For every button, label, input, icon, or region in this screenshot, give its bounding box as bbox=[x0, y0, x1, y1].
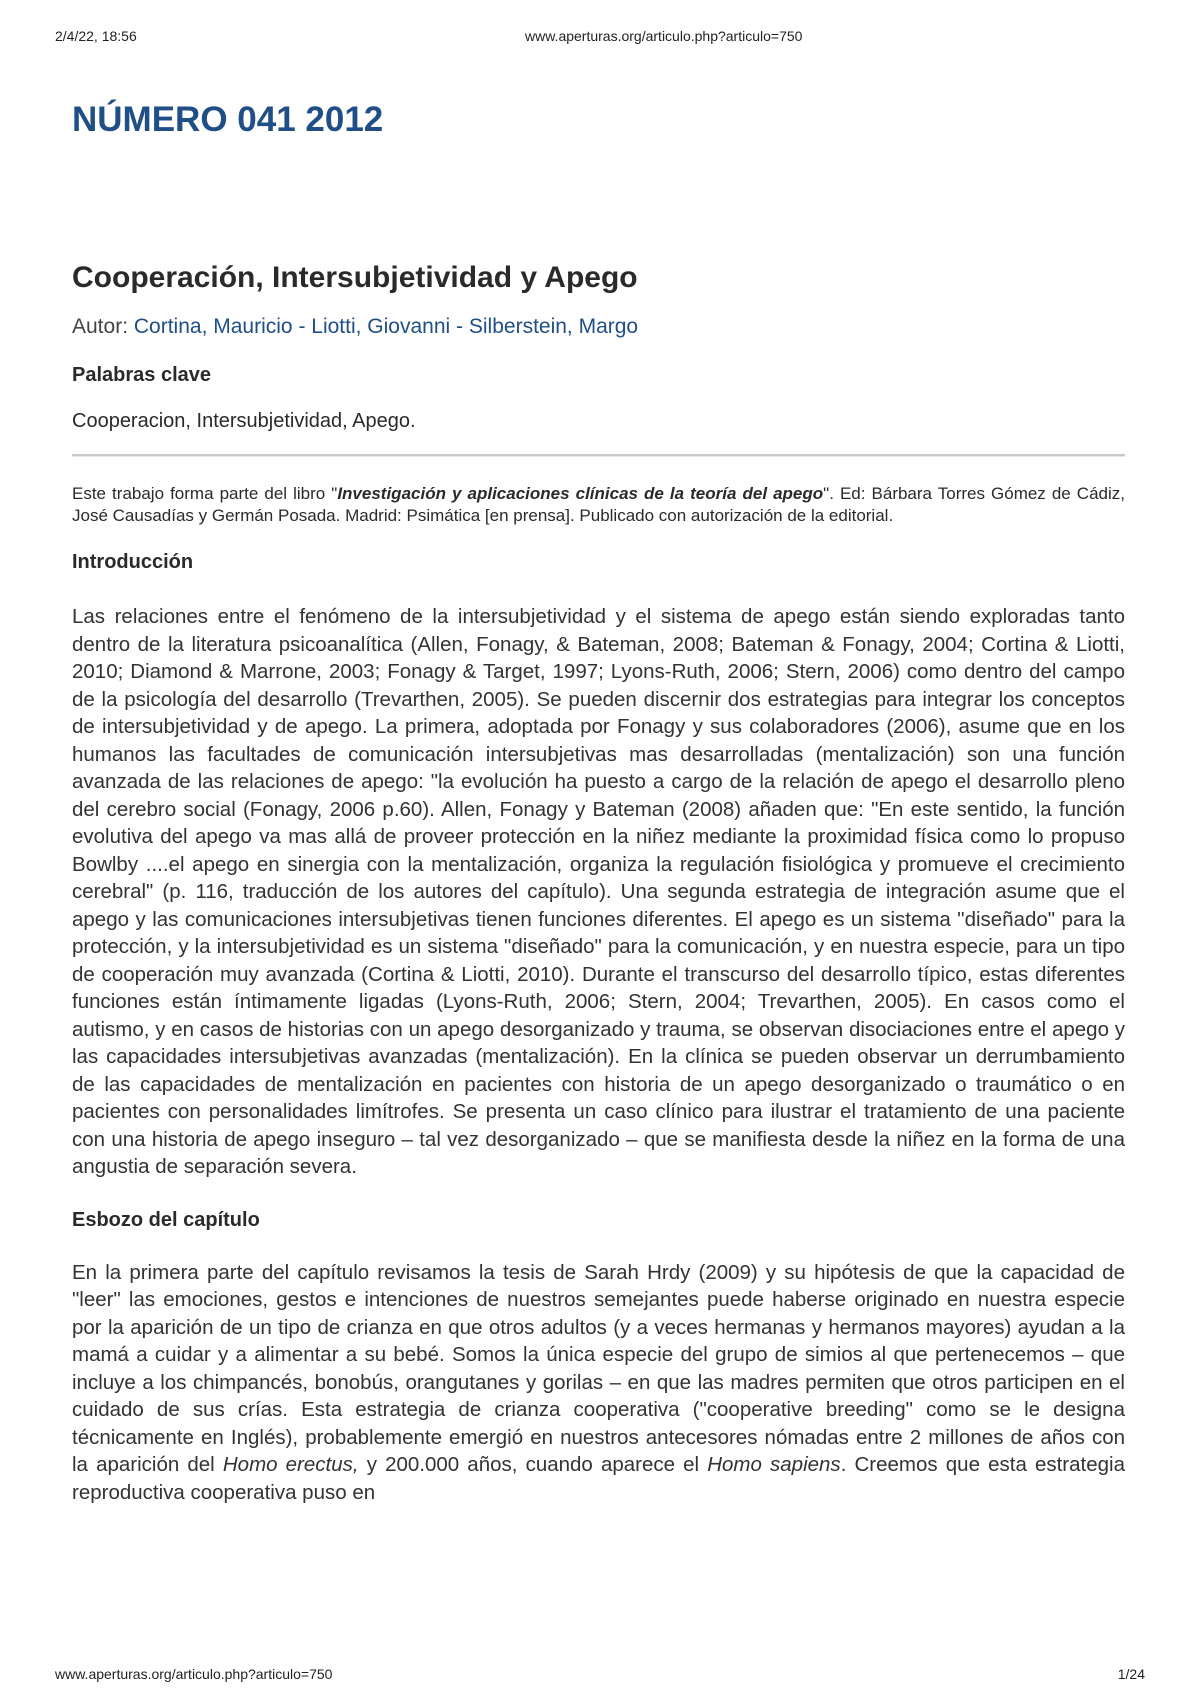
author-link-cortina[interactable]: Cortina, Mauricio bbox=[133, 315, 293, 338]
paragraph-introduccion: Las relaciones entre el fenómeno de la intersubjetividad y el sistema de apego están siendo exploradas tanto dentro de la literatura psicoanalítica (Allen, Fonagy, & Bateman, 2008; Bateman & Fonagy, 2004; Cortina & Liotti, 2010; Diamond & Marrone, 2003; Fonagy & Target, 1997; Lyons-Ruth, 2006; Stern, 2006) como dentro del campo de la psicología del desarrollo (Trevarthen, 2005). Se pueden discernir dos estrategias para integrar los conceptos de intersubjetividad y de apego. La primera, adoptada por Fonagy y sus colaboradores (2006), asume que en los humanos las facultades de comunicación intersubjetivas mas desarrolladas (mentalización) son una función avanzada de las relaciones de apego: "la evolución ha puesto a cargo de la relación de apego el desarrollo pleno del cerebro social (Fonagy, 2006 p.60). Allen, Fonagy y Bateman (2008) añaden que: "En este sentido, la función evolutiva del apego va mas allá de proveer protección en la niñez mediante la proximidad física como lo propuso Bowlby ....el apego en sinergia con la mentalización, organiza la regulación fisiológica y promueve el crecimiento cerebral" (p. 116, traducción de los autores del capítulo). Una segunda estrategia de integración asume que el apego y las comunicaciones intersubjetivas tienen funciones diferentes. El apego es un sistema "diseñado" para la protección, y la intersubjetividad es un sistema "diseñado" para la comunicación, y en nuestra especie, para un tipo de cooperación muy avanzada (Cortina & Liotti, 2010). Durante el transcurso del desarrollo típico, estas diferentes funciones están íntimamente ligadas (Lyons-Ruth, 2006; Stern, 2004; Trevarthen, 2005). En casos como el autismo, y en casos de historias con un apego desorganizado y trauma, se observan disociaciones entre el apego y las capacidades intersubjetivas avanzadas (mentalización). En la clínica se pueden observar un derrumbamiento de las capacidades de mentalización en pacientes con historia de un apego desorganizado o traumático o en pacientes con personalidades limítrofes. Se presenta un caso clínico para ilustrar el tratamiento de una paciente con una historia de apego inseguro – tal vez desorganizado – que se manifiesta desde la niñez en la forma de una angustia de separación severa. bbox=[72, 605, 1125, 1178]
section-heading-introduccion: Introducción bbox=[72, 551, 194, 573]
print-date: 2/4/22, 18:56 bbox=[55, 28, 137, 44]
publication-note bbox=[72, 483, 1125, 527]
footer-url: www.aperturas.org/articulo.php?articulo=750 bbox=[55, 1666, 333, 1682]
print-url: www.aperturas.org/articulo.php?articulo=750 bbox=[525, 28, 803, 44]
paragraph-esbozo bbox=[72, 1259, 1125, 1509]
author-link-liotti[interactable]: Liotti, Giovanni bbox=[311, 315, 451, 338]
page-number: 1/24 bbox=[1117, 1666, 1145, 1682]
esbozo-text-3: . Creemos que esta estrategia reproductiva cooperativa puso en bbox=[72, 1453, 1125, 1504]
author-label: Autor: bbox=[72, 315, 129, 338]
keywords: Cooperacion, Intersubjetividad, Apego. bbox=[72, 410, 416, 432]
esbozo-italic-homo-erectus: Homo erectus, bbox=[222, 1453, 359, 1476]
issue-title: NÚMERO 041 2012 bbox=[72, 100, 384, 139]
print-header bbox=[55, 28, 1145, 48]
book-title: Investigación y aplicaciones clínicas de la teoría del apego bbox=[337, 484, 824, 503]
print-footer bbox=[55, 1666, 1145, 1686]
section-divider bbox=[72, 454, 1125, 457]
author-line bbox=[72, 314, 1125, 340]
article-content bbox=[72, 100, 1125, 1509]
note-text-after: ". Ed: Bárbara Torres Gómez de Cádiz, José Causadías y Germán Posada. Madrid: Psimática [en prensa]. Publicado con autorización de la editorial. bbox=[72, 484, 1125, 525]
author-separator: - bbox=[450, 315, 469, 338]
note-text-before: Este trabajo forma parte del libro " bbox=[72, 484, 338, 503]
author-separator: - bbox=[292, 315, 312, 338]
article-title: Cooperación, Intersubjetividad y Apego bbox=[72, 261, 638, 294]
section-heading-esbozo: Esbozo del capítulo bbox=[72, 1208, 260, 1231]
esbozo-italic-homo-sapiens: Homo sapiens bbox=[707, 1453, 841, 1476]
esbozo-text-2: y 200.000 años, cuando aparece el bbox=[358, 1453, 708, 1476]
esbozo-text-1: En la primera parte del capítulo revisamos la tesis de Sarah Hrdy (2009) y su hipótesis de que la capacidad de "leer" las emociones, gestos e intenciones de nuestros semejantes puede haberse originado en nuestra especie por la aparición de un tipo de crianza en que otros adultos (y a veces hermanas y hermanos mayores) ayudan a la mamá a cuidar y a alimentar a su bebé. Somos la única especie del grupo de simios al que pertenecemos – que incluye a los chimpancés, bonobús, orangutanes y gorilas – en que las madres permiten que otros participen en el cuidado de sus crías. Esta estrategia de crianza cooperativa ("cooperative breeding" como se le designa técnicamente en Inglés), probablemente emergió en nuestros antecesores nómadas entre 2 millones de años con la aparición del bbox=[72, 1260, 1125, 1476]
keywords-heading: Palabras clave bbox=[72, 364, 211, 386]
author-link-silberstein[interactable]: Silberstein, Margo bbox=[468, 315, 639, 338]
